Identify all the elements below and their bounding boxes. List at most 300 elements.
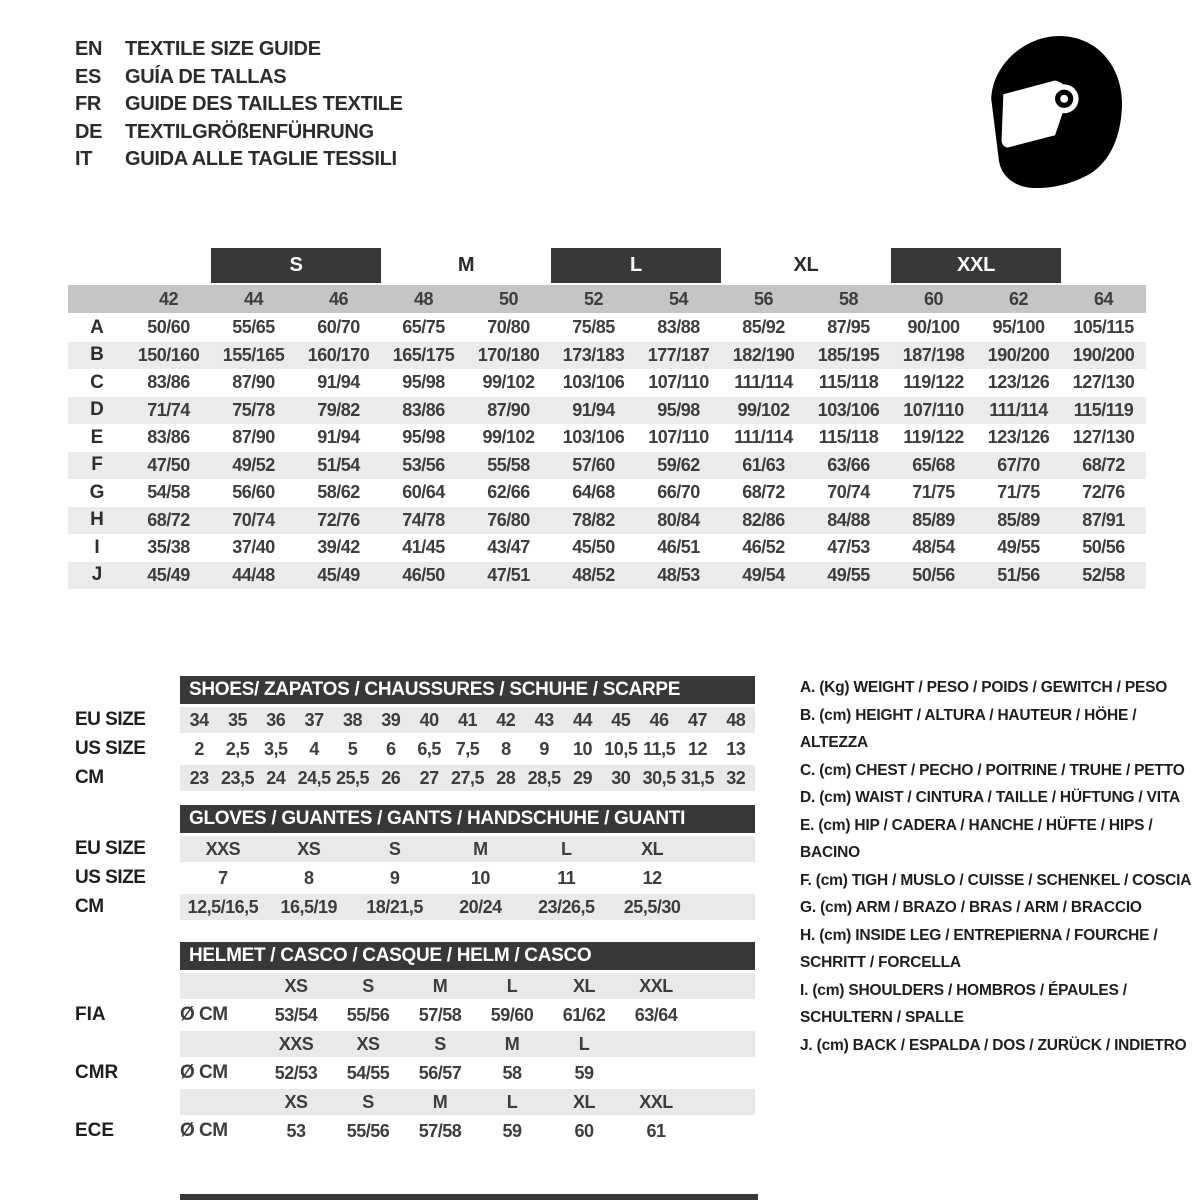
gloves-us-row xyxy=(75,865,755,891)
shoe-cm-size: 30,5 xyxy=(642,767,676,788)
measurement-value: 72/76 xyxy=(317,509,360,530)
label-column-spacer xyxy=(75,1031,180,1057)
shoe-eu-size: 41 xyxy=(457,709,477,730)
measurement-value: 165/175 xyxy=(392,344,455,365)
measurement-value: 71/74 xyxy=(147,399,190,420)
measurement-value: 60/70 xyxy=(317,317,360,338)
measurement-value: 47/53 xyxy=(827,537,870,558)
numeric-size: 50 xyxy=(498,288,519,309)
glove-eu-size: XL xyxy=(641,838,664,859)
measurement-value: 170/180 xyxy=(477,344,540,365)
shoe-us-size: 2,5 xyxy=(225,738,250,759)
shoes-cm-row xyxy=(75,765,755,791)
shoes-us-label: US SIZE xyxy=(75,738,146,759)
shoe-us-size: 9 xyxy=(539,738,549,759)
helmet-circumference-value: 63/64 xyxy=(634,1004,678,1025)
measurement-value: 47/50 xyxy=(147,454,190,475)
numeric-size: 56 xyxy=(753,288,774,309)
measurement-value: 90/100 xyxy=(907,317,960,338)
measurement-value: 119/122 xyxy=(903,427,964,448)
measurement-row xyxy=(68,452,1146,480)
helmet-size-label: S xyxy=(434,1033,446,1054)
shoe-us-size: 2 xyxy=(194,738,204,759)
helmet-standard-label: FIA xyxy=(75,1004,106,1025)
measurement-value: 99/102 xyxy=(482,372,535,393)
measurement-value: 68/72 xyxy=(1082,454,1125,475)
glove-cm-size: 23/26,5 xyxy=(537,896,595,917)
numeric-size: 46 xyxy=(328,288,349,309)
measurement-value: 83/88 xyxy=(657,317,700,338)
language-title-row xyxy=(75,146,403,174)
measurement-value: 46/52 xyxy=(742,537,785,558)
measurement-value: 71/75 xyxy=(997,482,1040,503)
shoe-cm-size: 31,5 xyxy=(680,767,715,788)
helmet-circumference-value: 56/57 xyxy=(418,1062,462,1083)
helmet-table-header: HELMET / CASCO / CASQUE / HELM / CASCO xyxy=(180,942,755,970)
shoe-us-size: 11,5 xyxy=(643,738,676,759)
glove-us-size: 12 xyxy=(642,867,662,888)
measurement-row xyxy=(68,534,1146,562)
measurement-value: 45/49 xyxy=(317,564,360,585)
shoe-us-size: 12 xyxy=(687,738,707,759)
measurement-row-label: E xyxy=(90,426,104,448)
helmet-circumference-value: 59/60 xyxy=(490,1004,534,1025)
shoe-cm-size: 27,5 xyxy=(450,767,485,788)
numeric-size: 44 xyxy=(243,288,264,309)
language-title-row xyxy=(75,91,403,119)
cropped-next-section-bar xyxy=(180,1194,758,1200)
measurement-value: 127/130 xyxy=(1072,427,1135,448)
helmet-circumference-value: 55/56 xyxy=(346,1120,390,1141)
gloves-cm-label: CM xyxy=(75,896,104,917)
helmet-unit-label: Ø CM xyxy=(180,1004,228,1025)
measurement-value: 41/45 xyxy=(402,537,445,558)
measurement-value: 85/89 xyxy=(912,509,955,530)
shoes-cm-label: CM xyxy=(75,767,104,788)
measurement-row-label: J xyxy=(91,564,103,586)
helmet-size-label: M xyxy=(504,1033,520,1054)
measurement-value: 107/110 xyxy=(903,399,964,420)
glove-eu-size: S xyxy=(388,838,401,859)
guide-title: GUIDA ALLE TAGLIE TESSILI xyxy=(125,148,397,170)
shoe-cm-size: 30 xyxy=(611,767,631,788)
textile-size-table xyxy=(68,248,1146,589)
measurement-row xyxy=(68,424,1146,452)
measurement-value: 78/82 xyxy=(572,509,615,530)
glove-us-size: 8 xyxy=(303,867,314,888)
numeric-size: 48 xyxy=(413,288,434,309)
measurement-value: 150/160 xyxy=(137,344,200,365)
helmet-circumference-value: 58 xyxy=(502,1062,522,1083)
glove-us-size: 10 xyxy=(470,867,490,888)
shoe-us-size: 8 xyxy=(501,738,511,759)
measurement-row xyxy=(68,507,1146,535)
shoe-eu-size: 48 xyxy=(726,709,746,730)
language-title-list xyxy=(75,36,403,174)
shoe-cm-size: 29 xyxy=(572,767,592,788)
glove-cm-size: 18/21,5 xyxy=(366,896,423,917)
legend-line: E. (cm) HIP / CADERA / HANCHE / HÜFTE / HIPS / BACINO xyxy=(800,816,1153,861)
legend-line: H. (cm) INSIDE LEG / ENTREPIERNA / FOURCHE / SCHRITT / FORCELLA xyxy=(800,926,1158,971)
guide-title: GUÍA DE TALLAS xyxy=(125,65,287,88)
measurement-row xyxy=(68,397,1146,425)
measurement-row-label: H xyxy=(90,509,104,531)
measurement-value: 111/114 xyxy=(989,399,1048,420)
helmet-circumference-value: 57/58 xyxy=(418,1004,462,1025)
helmet-size-label: L xyxy=(506,1091,518,1112)
measurement-value: 66/70 xyxy=(657,482,700,503)
measurement-value: 55/65 xyxy=(232,317,275,338)
size-group-header-row xyxy=(68,248,1146,283)
helmet-size-label: M xyxy=(432,975,448,996)
guide-title: TEXTILGRÖßENFÜHRUNG xyxy=(125,120,374,143)
shoe-eu-size: 47 xyxy=(687,709,707,730)
measurement-value: 51/54 xyxy=(317,454,360,475)
helmet-size-band xyxy=(75,1089,755,1115)
measurement-row xyxy=(68,314,1146,342)
measurement-value: 67/70 xyxy=(997,454,1040,475)
shoe-eu-size: 45 xyxy=(611,709,631,730)
guide-title: TEXTILE SIZE GUIDE xyxy=(125,38,321,60)
shoe-eu-size: 44 xyxy=(572,709,592,730)
measurement-value: 35/38 xyxy=(147,537,190,558)
measurement-value: 70/80 xyxy=(487,317,530,338)
measurement-value: 43/47 xyxy=(487,537,530,558)
shoe-cm-size: 24 xyxy=(266,767,286,788)
helmet-size-label xyxy=(620,1031,692,1057)
measurement-value: 80/84 xyxy=(657,509,700,530)
measurement-value: 123/126 xyxy=(987,427,1050,448)
measurement-value: 79/82 xyxy=(317,399,360,420)
shoe-eu-size: 39 xyxy=(381,709,401,730)
measurement-value: 51/56 xyxy=(997,564,1040,585)
shoe-us-size: 7,5 xyxy=(455,738,480,759)
measurement-value: 107/110 xyxy=(648,427,709,448)
measurement-value: 50/56 xyxy=(912,564,955,585)
measurement-value: 70/74 xyxy=(232,509,275,530)
legend-line: B. (cm) HEIGHT / ALTURA / HAUTEUR / HÖHE / ALTEZZA xyxy=(800,706,1137,751)
measurement-value: 53/56 xyxy=(402,454,445,475)
measurement-value: 107/110 xyxy=(648,372,709,393)
measurement-value: 37/40 xyxy=(232,537,275,558)
legend-line: C. (cm) CHEST / PECHO / POITRINE / TRUHE / PETTO xyxy=(800,761,1185,779)
helmet-size-band xyxy=(75,1031,755,1057)
shoe-cm-size: 32 xyxy=(726,767,746,788)
measurement-value: 61/63 xyxy=(742,454,785,475)
measurement-value: 75/85 xyxy=(572,317,615,338)
language-title-row xyxy=(75,36,403,64)
language-code: FR xyxy=(75,93,102,115)
measurement-value: 115/119 xyxy=(1073,399,1134,420)
shoe-cm-size: 28,5 xyxy=(527,767,561,788)
gloves-table-header: GLOVES / GUANTES / GANTS / HANDSCHUHE / GUANTI xyxy=(180,805,755,833)
shoe-eu-size: 46 xyxy=(649,709,669,730)
measurement-value: 91/94 xyxy=(317,427,360,448)
size-group-m: M xyxy=(457,254,475,276)
racing-helmet-icon xyxy=(976,30,1128,198)
measurement-value: 49/54 xyxy=(742,564,785,585)
shoe-cm-size: 25,5 xyxy=(335,767,370,788)
measurement-value: 187/198 xyxy=(902,344,965,365)
measurement-value: 75/78 xyxy=(232,399,275,420)
language-code: DE xyxy=(75,120,103,143)
shoes-eu-label: EU SIZE xyxy=(75,709,146,730)
measurement-value: 190/200 xyxy=(1072,344,1135,365)
measurement-value: 65/68 xyxy=(912,454,955,475)
helmet-standard-section xyxy=(75,973,755,1028)
shoe-eu-size: 36 xyxy=(266,709,286,730)
helmet-size-label: L xyxy=(506,975,518,996)
shoe-us-size: 10,5 xyxy=(604,738,638,759)
measurement-value: 190/200 xyxy=(987,344,1050,365)
measurement-rows xyxy=(68,314,1146,589)
shoe-eu-size: 42 xyxy=(496,709,516,730)
measurement-value: 49/52 xyxy=(232,454,275,475)
helmet-size-label: S xyxy=(362,975,374,996)
shoe-us-size: 5 xyxy=(347,738,358,759)
measurement-value: 45/49 xyxy=(147,564,190,585)
glove-us-size: 9 xyxy=(389,867,400,888)
glove-eu-size: L xyxy=(560,838,572,859)
measurement-row-label: F xyxy=(91,454,103,476)
measurement-value: 173/183 xyxy=(562,344,625,365)
numeric-size: 54 xyxy=(668,288,689,309)
accessory-size-tables xyxy=(75,676,755,1144)
language-code: EN xyxy=(75,38,103,60)
size-group-xxl: XXL xyxy=(891,248,1061,283)
gloves-cm-row xyxy=(75,894,755,920)
shoe-cm-size: 23 xyxy=(189,767,209,788)
shoes-us-row xyxy=(75,736,755,762)
helmet-circumference-value: 59 xyxy=(574,1062,594,1083)
gloves-us-label: US SIZE xyxy=(75,867,146,888)
glove-cm-size: 25,5/30 xyxy=(623,896,681,917)
helmet-circumference-value xyxy=(620,1060,692,1086)
measurement-value: 87/90 xyxy=(232,427,275,448)
shoe-eu-size: 40 xyxy=(419,709,439,730)
measurement-value: 115/118 xyxy=(818,372,879,393)
measurement-row-label: B xyxy=(90,344,104,366)
measurement-value: 48/54 xyxy=(912,537,955,558)
glove-eu-size: XXS xyxy=(205,838,241,859)
legend-line: I. (cm) SHOULDERS / HOMBROS / ÉPAULES / SCHULTERN / SPALLE xyxy=(800,981,1127,1026)
numeric-size: 64 xyxy=(1093,288,1114,309)
measurement-value: 60/64 xyxy=(402,482,445,503)
helmet-circumference-value: 61 xyxy=(646,1120,666,1141)
language-title-row xyxy=(75,119,403,147)
measurement-value: 64/68 xyxy=(572,482,615,503)
size-group-xl: XL xyxy=(793,254,819,276)
measurement-value: 115/118 xyxy=(818,427,879,448)
measurement-value: 70/74 xyxy=(827,482,870,503)
helmet-size-band xyxy=(75,973,755,999)
measurement-value: 103/106 xyxy=(562,427,625,448)
measurement-value: 56/60 xyxy=(232,482,275,503)
shoe-cm-size: 28 xyxy=(496,767,516,788)
measurement-value: 46/51 xyxy=(657,537,700,558)
measurement-value: 111/114 xyxy=(734,372,793,393)
measurement-row xyxy=(68,562,1146,590)
numeric-size: 42 xyxy=(158,288,179,309)
measurement-value: 84/88 xyxy=(827,509,870,530)
measurement-value: 111/114 xyxy=(734,427,793,448)
measurement-value: 95/100 xyxy=(992,317,1045,338)
measurement-value: 46/50 xyxy=(402,564,445,585)
measurement-value: 85/92 xyxy=(742,317,785,338)
measurement-value: 99/102 xyxy=(737,399,790,420)
legend-line: J. (cm) BACK / ESPALDA / DOS / ZURÜCK / INDIETRO xyxy=(800,1036,1187,1054)
helmet-size-label: M xyxy=(432,1091,448,1112)
gloves-eu-label: EU SIZE xyxy=(75,838,146,859)
guide-title: GUIDE DES TAILLES TEXTILE xyxy=(125,93,403,115)
measurement-value: 68/72 xyxy=(742,482,785,503)
size-group-s: S xyxy=(211,248,381,283)
measurement-row-label: C xyxy=(90,371,104,393)
shoe-cm-size: 24,5 xyxy=(297,767,331,788)
helmet-size-label: L xyxy=(578,1033,590,1054)
shoe-eu-size: 35 xyxy=(227,709,247,730)
measurement-value: 123/126 xyxy=(987,372,1050,393)
measurement-value: 52/58 xyxy=(1082,564,1125,585)
measurement-value: 103/106 xyxy=(817,399,880,420)
measurement-value: 71/75 xyxy=(912,482,955,503)
glove-cm-size: 12,5/16,5 xyxy=(187,896,259,917)
shoe-eu-size: 37 xyxy=(304,709,324,730)
shoe-us-size: 3,5 xyxy=(264,738,288,759)
shoe-us-size: 6,5 xyxy=(417,738,441,759)
helmet-size-label: XS xyxy=(284,1091,308,1112)
helmet-standard-section xyxy=(75,1031,755,1086)
measurement-value: 58/62 xyxy=(317,482,360,503)
glove-us-size: 11 xyxy=(557,867,576,888)
numeric-size: 52 xyxy=(583,288,604,309)
helmet-standard-label: CMR xyxy=(75,1062,119,1083)
measurement-value: 68/72 xyxy=(147,509,190,530)
helmet-size-label: XXL xyxy=(639,975,673,996)
measurement-value: 95/98 xyxy=(657,399,700,420)
measurement-value: 155/165 xyxy=(222,344,285,365)
helmet-circumference-value: 52/53 xyxy=(274,1062,318,1083)
language-title-row xyxy=(75,64,403,92)
measurement-value: 177/187 xyxy=(647,344,710,365)
helmet-size-label: XL xyxy=(572,975,595,996)
shoes-table-header: SHOES/ ZAPATOS / CHAUSSURES / SCHUHE / SCARPE xyxy=(180,676,755,704)
measurement-value: 103/106 xyxy=(562,372,625,393)
measurement-value: 50/60 xyxy=(147,317,190,338)
helmet-value-row xyxy=(75,1118,755,1144)
helmet-circumference-value: 61/62 xyxy=(562,1004,606,1025)
label-column-spacer xyxy=(75,973,180,999)
measurement-value: 54/58 xyxy=(147,482,190,503)
helmet-circumference-value: 57/58 xyxy=(418,1120,462,1141)
helmet-standard-label: ECE xyxy=(75,1120,115,1141)
measurement-row-label: I xyxy=(94,536,100,558)
label-column-spacer xyxy=(75,1089,180,1115)
glove-eu-size: XS xyxy=(297,838,321,859)
numeric-size: 58 xyxy=(838,288,859,309)
measurement-value: 91/94 xyxy=(572,399,615,420)
measurement-row xyxy=(68,342,1146,370)
measurement-value: 83/86 xyxy=(147,427,190,448)
measurement-value: 83/86 xyxy=(402,399,445,420)
measurement-value: 83/86 xyxy=(147,372,190,393)
helmet-value-row xyxy=(75,1002,755,1028)
legend-line: F. (cm) TIGH / MUSLO / CUISSE / SCHENKEL / COSCIA xyxy=(800,871,1192,889)
measurement-value: 87/90 xyxy=(232,372,275,393)
helmet-size-label: S xyxy=(362,1091,374,1112)
measurement-row-label: A xyxy=(90,316,104,338)
gloves-eu-row xyxy=(75,836,755,862)
measurement-value: 49/55 xyxy=(827,564,870,585)
measurement-value: 59/62 xyxy=(657,454,700,475)
measurement-value: 76/80 xyxy=(487,509,530,530)
measurement-value: 91/94 xyxy=(317,372,360,393)
measurement-value: 182/190 xyxy=(732,344,795,365)
measurement-value: 87/95 xyxy=(827,317,870,338)
helmet-value-row xyxy=(75,1060,755,1086)
measurement-value: 47/51 xyxy=(487,564,530,585)
legend-line: D. (cm) WAIST / CINTURA / TAILLE / HÜFTUNG / VITA xyxy=(800,789,1180,806)
measurement-value: 95/98 xyxy=(402,427,445,448)
measurement-value: 95/98 xyxy=(402,372,445,393)
shoe-cm-size: 26 xyxy=(381,767,401,788)
measurement-value: 87/90 xyxy=(487,399,530,420)
measurement-row-label: G xyxy=(89,481,105,503)
measurement-value: 105/115 xyxy=(1073,317,1134,338)
helmet-circumference-value: 53/54 xyxy=(274,1004,318,1025)
measurement-row xyxy=(68,369,1146,397)
language-code: IT xyxy=(75,148,93,170)
size-group-l: L xyxy=(551,248,721,283)
shoe-us-size: 13 xyxy=(726,738,746,759)
measurement-row xyxy=(68,479,1146,507)
numeric-size-band xyxy=(68,285,1146,313)
glove-us-size: 7 xyxy=(218,867,228,888)
helmet-size-label: XS xyxy=(356,1033,380,1054)
shoe-cm-size: 23,5 xyxy=(220,767,255,788)
helmet-size-label: XS xyxy=(284,975,308,996)
numeric-size: 60 xyxy=(923,288,944,309)
shoe-eu-size: 38 xyxy=(342,709,362,730)
helmet-size-label: XL xyxy=(572,1091,595,1112)
shoe-eu-size: 43 xyxy=(534,709,554,730)
helmet-standard-section xyxy=(75,1089,755,1144)
measurement-value: 185/195 xyxy=(817,344,880,365)
measurement-value: 160/170 xyxy=(307,344,370,365)
measurement-value: 48/53 xyxy=(657,564,700,585)
helmet-unit-label: Ø CM xyxy=(180,1062,228,1083)
shoe-cm-size: 27 xyxy=(419,767,439,788)
helmet-size-label: XXL xyxy=(639,1091,673,1112)
glove-cm-size: 20/24 xyxy=(459,896,502,917)
helmet-standard-sections xyxy=(75,973,755,1144)
numeric-size: 62 xyxy=(1008,288,1029,309)
measurement-value: 99/102 xyxy=(482,427,535,448)
measurement-value: 87/91 xyxy=(1082,509,1125,530)
shoe-eu-size: 34 xyxy=(189,709,209,730)
measurement-value: 50/56 xyxy=(1082,537,1125,558)
legend-line: G. (cm) ARM / BRAZO / BRAS / ARM / BRACCIO xyxy=(800,899,1142,916)
measurement-value: 45/50 xyxy=(572,537,615,558)
legend-line: A. (Kg) WEIGHT / PESO / POIDS / GEWITCH / PESO xyxy=(800,679,1168,696)
helmet-circumference-value: 59 xyxy=(502,1120,522,1141)
language-code: ES xyxy=(75,65,102,88)
helmet-size-label: XXS xyxy=(278,1033,314,1054)
helmet-circumference-value: 55/56 xyxy=(346,1004,390,1025)
measurement-value: 72/76 xyxy=(1082,482,1125,503)
measurement-value: 48/52 xyxy=(572,564,615,585)
measurement-value: 49/55 xyxy=(997,537,1040,558)
